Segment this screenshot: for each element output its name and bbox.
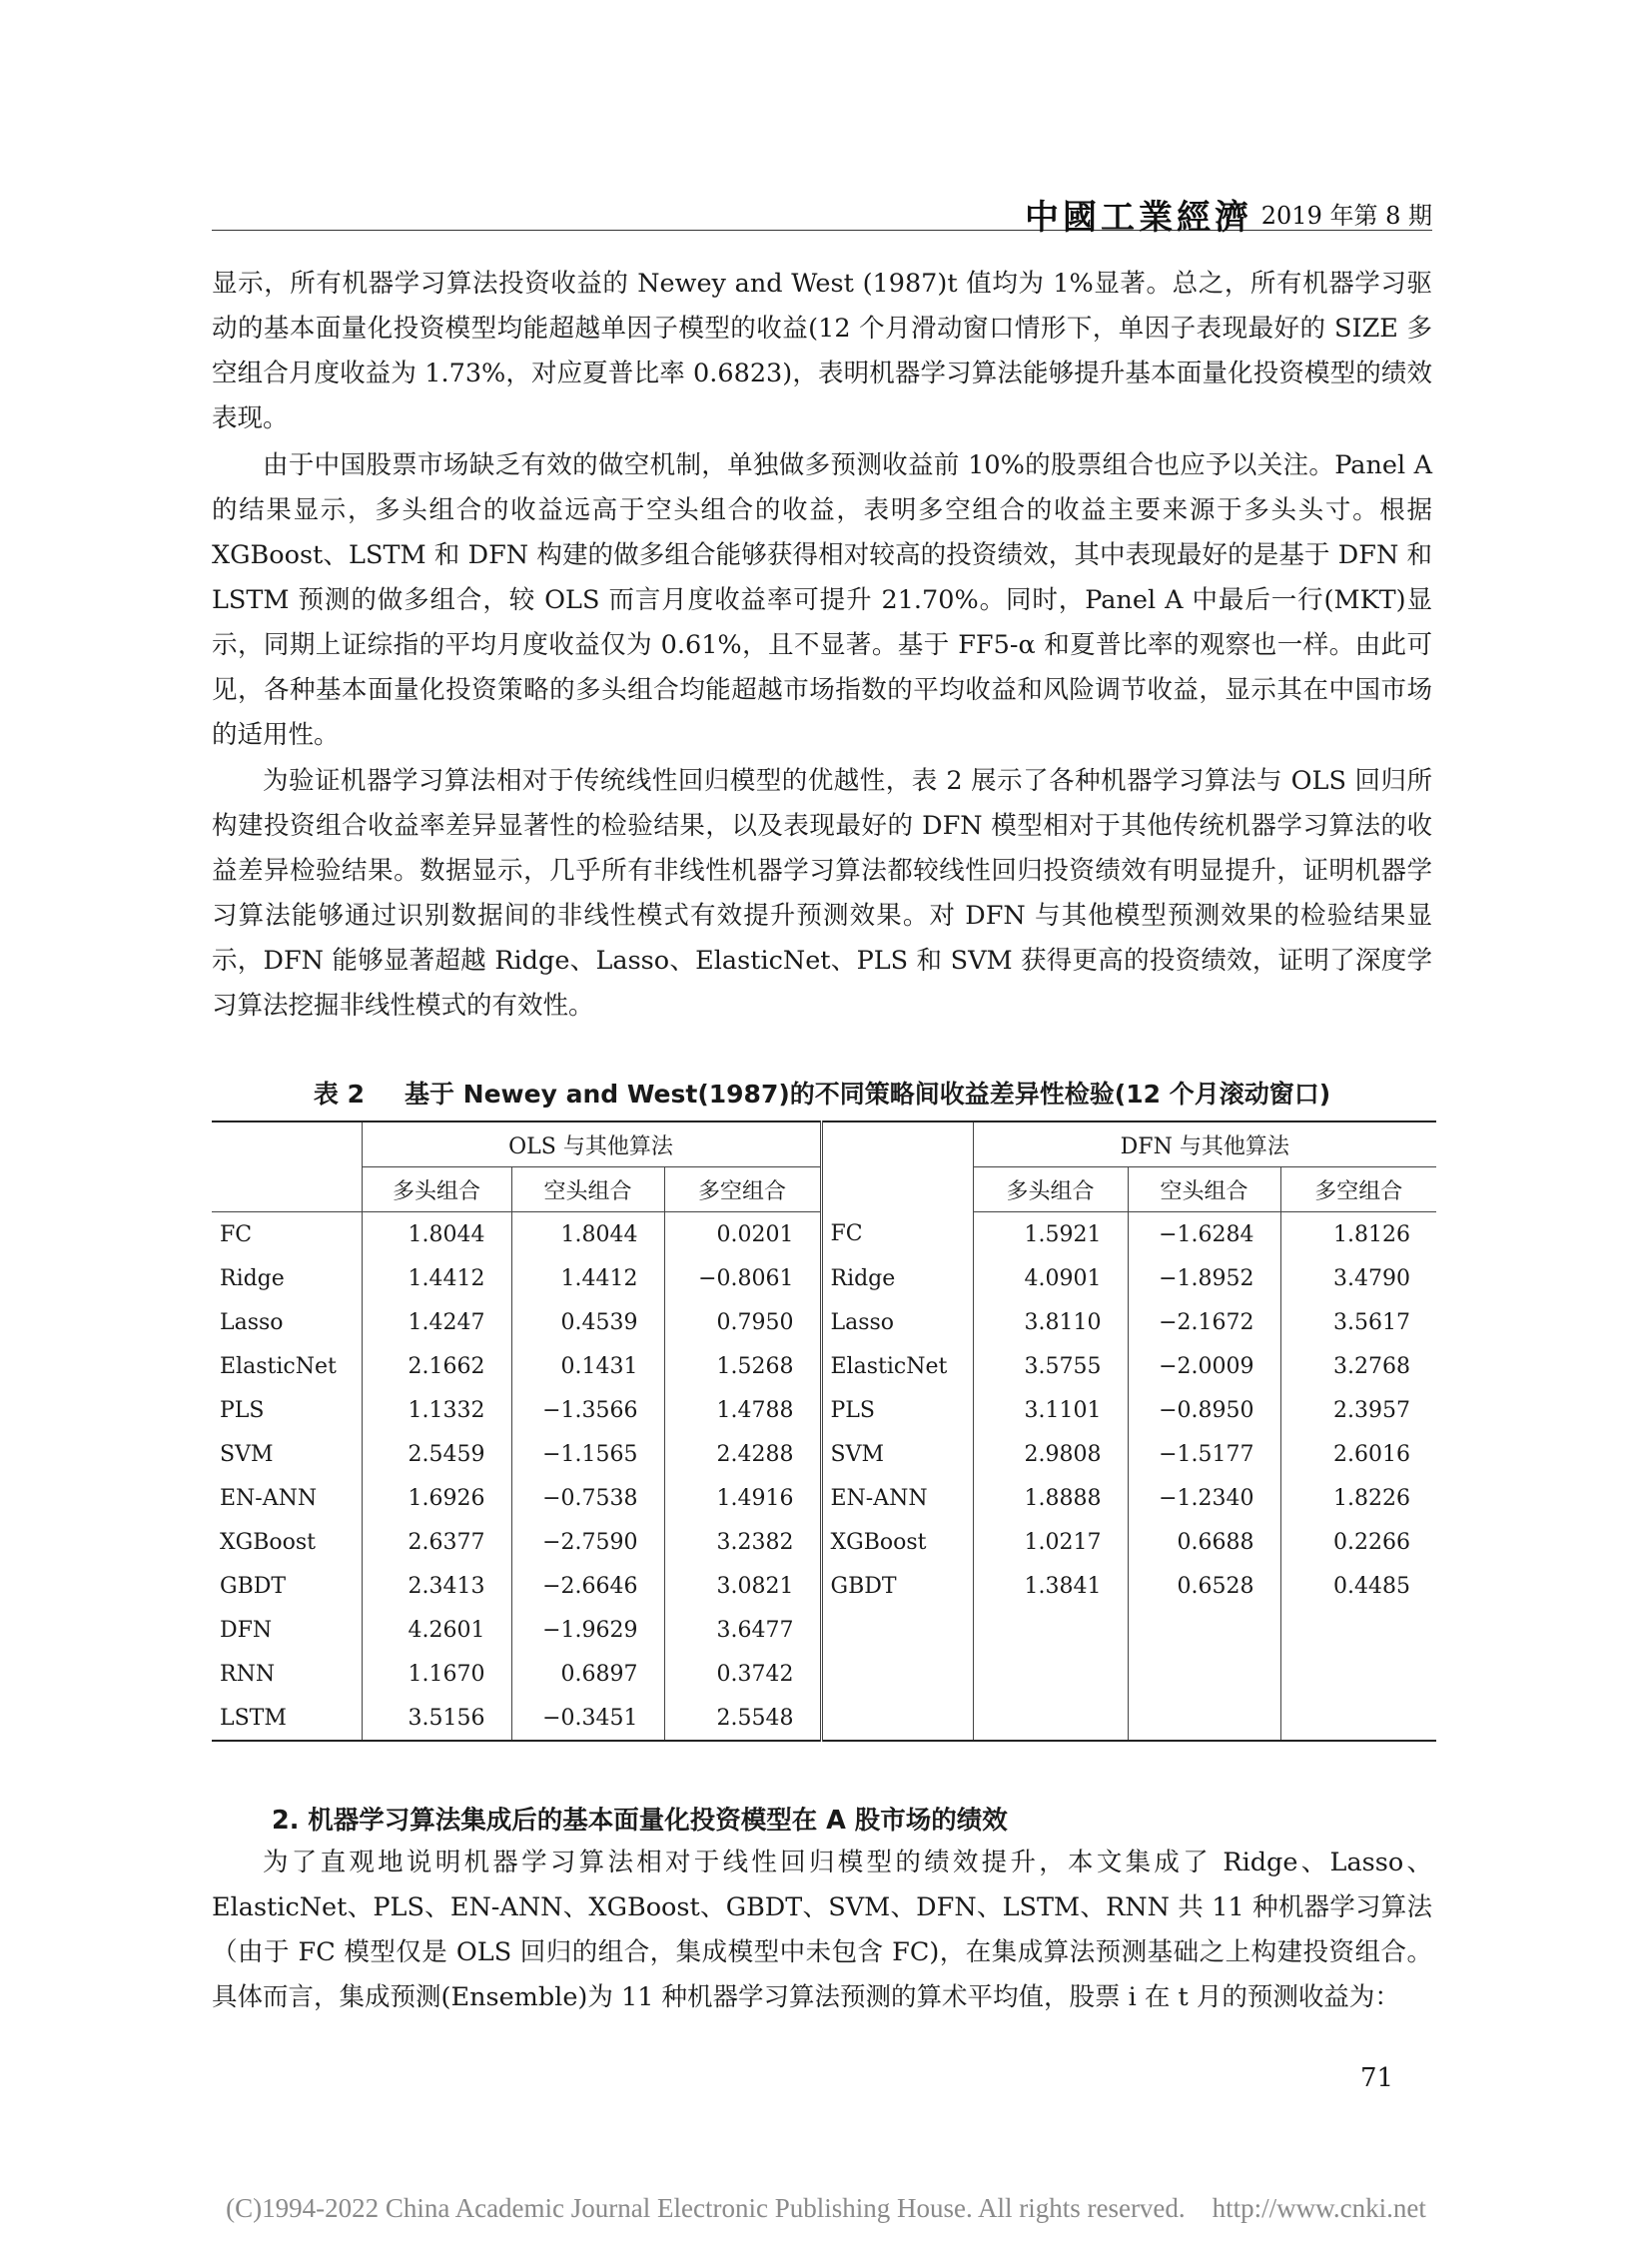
cell-ls-left: 1.5268 bbox=[664, 1344, 821, 1388]
group-header-right: DFN 与其他算法 bbox=[973, 1121, 1436, 1167]
row-label-left: Lasso bbox=[220, 1309, 284, 1335]
cell-long-left: 1.1670 bbox=[362, 1652, 511, 1696]
cell-short-right: 0.6528 bbox=[1128, 1564, 1280, 1608]
cell-ls-left: 0.7950 bbox=[664, 1300, 821, 1344]
cell-ls-left: 3.2382 bbox=[664, 1520, 821, 1564]
table-caption bbox=[212, 1075, 1432, 1111]
cell-ls-left: 3.6477 bbox=[664, 1608, 821, 1652]
cell-long-right: 1.3841 bbox=[973, 1564, 1128, 1608]
cell-short-left: −0.3451 bbox=[511, 1696, 664, 1741]
cell-ls-right: 0.2266 bbox=[1280, 1520, 1436, 1564]
row-label-right bbox=[821, 1608, 973, 1652]
table-row bbox=[212, 1652, 1436, 1696]
row-label-left: DFN bbox=[220, 1617, 273, 1643]
row-label-left: EN-ANN bbox=[220, 1485, 318, 1511]
cell-short-left: 0.6897 bbox=[511, 1652, 664, 1696]
section-title: 2. 机器学习算法集成后的基本面量化投资模型在 A 股市场的绩效 bbox=[272, 1806, 1008, 1836]
cell-long-right bbox=[973, 1608, 1128, 1652]
cell-long-right: 3.5755 bbox=[973, 1344, 1128, 1388]
cell-long-right: 4.0901 bbox=[973, 1256, 1128, 1300]
cell-short-right: −1.2340 bbox=[1128, 1476, 1280, 1520]
table-row bbox=[212, 1696, 1436, 1741]
cell-long-right: 1.5921 bbox=[973, 1212, 1128, 1257]
cell-short-left: −1.9629 bbox=[511, 1608, 664, 1652]
column-header-row bbox=[212, 1167, 1436, 1212]
cell-long-left: 2.1662 bbox=[362, 1344, 511, 1388]
results-table bbox=[212, 1120, 1436, 1742]
row-label-right: PLS bbox=[821, 1388, 973, 1432]
issue-label: 2019 年第 8 期 bbox=[1260, 202, 1432, 230]
cell-long-right bbox=[973, 1696, 1128, 1741]
cell-long-right: 1.0217 bbox=[973, 1520, 1128, 1564]
cell-short-right: −1.8952 bbox=[1128, 1256, 1280, 1300]
row-label-right bbox=[821, 1652, 973, 1696]
cell-long-left: 2.5459 bbox=[362, 1432, 511, 1476]
row-label-left: XGBoost bbox=[220, 1529, 317, 1555]
col-header-ls-right: 多空组合 bbox=[1280, 1167, 1436, 1212]
row-label-left: RNN bbox=[220, 1661, 276, 1687]
col-header-long-right: 多头组合 bbox=[973, 1167, 1128, 1212]
paragraph-3: 为验证机器学习算法相对于传统线性回归模型的优越性，表 2 展示了各种机器学习算法与 OLS 回归所构建投资组合收益率差异显著性的检验结果，以及表现最好的 DFN 模型相对于其他传统机器学习算法的收益差异检验结果。数据显示，几乎所有非线性机器学习算法都较线性回归投资绩效有明显提升，证明机器学习算法能够通过识别数据间的非线性模式有效提升预测效果。对 DFN 与其他模型预测效果的检验结果显示，DFN 能够显著超越 Ridge、Lasso、ElasticNet、PLS 和 SVM 获得更高的投资绩效，证明了深度学习算法挖掘非线性模式的有效性。 bbox=[212, 766, 1432, 1021]
cell-long-left: 4.2601 bbox=[362, 1608, 511, 1652]
row-label-right: GBDT bbox=[821, 1564, 973, 1608]
cell-ls-right: 2.6016 bbox=[1280, 1432, 1436, 1476]
cell-short-right bbox=[1128, 1652, 1280, 1696]
cell-long-right: 2.9808 bbox=[973, 1432, 1128, 1476]
cell-ls-right: 1.8126 bbox=[1280, 1212, 1436, 1257]
group-header-row bbox=[212, 1121, 1436, 1167]
table-caption-title: 基于 Newey and West(1987)的不同策略间收益差异性检验(12 个月滚动窗口) bbox=[404, 1080, 1331, 1109]
cell-ls-right: 0.4485 bbox=[1280, 1564, 1436, 1608]
group-header-left: OLS 与其他算法 bbox=[362, 1121, 821, 1167]
cell-ls-left: 2.4288 bbox=[664, 1432, 821, 1476]
cell-short-left: 0.4539 bbox=[511, 1300, 664, 1344]
cell-ls-left: 0.3742 bbox=[664, 1652, 821, 1696]
row-label-left: GBDT bbox=[220, 1573, 287, 1599]
table-row bbox=[212, 1300, 1436, 1344]
cell-ls-right bbox=[1280, 1608, 1436, 1652]
row-label-left: LSTM bbox=[212, 1696, 362, 1741]
row-label-left: PLS bbox=[220, 1397, 265, 1423]
cell-short-right bbox=[1128, 1696, 1280, 1741]
table-row bbox=[212, 1344, 1436, 1388]
col-header-short-left: 空头组合 bbox=[511, 1167, 664, 1212]
page-number: 71 bbox=[1360, 2063, 1394, 2093]
table-row bbox=[212, 1212, 1436, 1257]
table-row bbox=[212, 1388, 1436, 1432]
cell-long-right: 3.8110 bbox=[973, 1300, 1128, 1344]
cell-short-left: 1.8044 bbox=[511, 1212, 664, 1257]
cell-ls-left: 1.4788 bbox=[664, 1388, 821, 1432]
cell-long-left: 2.3413 bbox=[362, 1564, 511, 1608]
paragraph-2: 由于中国股票市场缺乏有效的做空机制，单独做多预测收益前 10%的股票组合也应予以关注。Panel A 的结果显示，多头组合的收益远高于空头组合的收益，表明多空组合的收益主要来源于多头头寸。根据 XGBoost、LSTM 和 DFN 构建的做多组合能够获得相对较高的投资绩效，其中表现最好的是基于 DFN 和 LSTM 预测的做多组合，较 OLS 而言月度收益率可提升 21.70%。同时，Panel A 中最后一行(MKT)显示，同期上证综指的平均月度收益仅为 0.61%，且不显著。基于 FF5-α 和夏普比率的观察也一样。由此可见，各种基本面量化投资策略的多头组合均能超越市场指数的平均收益和风险调节收益，显示其在中国市场的适用性。 bbox=[212, 450, 1432, 750]
table-row bbox=[212, 1520, 1436, 1564]
cell-short-right bbox=[1128, 1608, 1280, 1652]
row-label-right: Ridge bbox=[821, 1256, 973, 1300]
cell-long-left: 1.6926 bbox=[362, 1476, 511, 1520]
table-row bbox=[212, 1256, 1436, 1300]
cell-long-left: 1.4247 bbox=[362, 1300, 511, 1344]
cell-ls-left: 2.5548 bbox=[664, 1696, 821, 1741]
cell-long-left: 1.4412 bbox=[362, 1256, 511, 1300]
row-label-right: EN-ANN bbox=[821, 1476, 973, 1520]
col-header-short-right: 空头组合 bbox=[1128, 1167, 1280, 1212]
table-row bbox=[212, 1608, 1436, 1652]
row-label-right: XGBoost bbox=[821, 1520, 973, 1564]
row-label-right: Lasso bbox=[821, 1300, 973, 1344]
table-row bbox=[212, 1564, 1436, 1608]
cell-long-left: 1.8044 bbox=[362, 1212, 511, 1257]
cell-ls-right: 3.5617 bbox=[1280, 1300, 1436, 1344]
row-label-left: FC bbox=[220, 1221, 253, 1247]
col-header-long-left: 多头组合 bbox=[362, 1167, 511, 1212]
cell-short-left: −0.7538 bbox=[511, 1476, 664, 1520]
cell-long-right: 1.8888 bbox=[973, 1476, 1128, 1520]
row-label-right: FC bbox=[821, 1212, 973, 1257]
cell-short-right: −0.8950 bbox=[1128, 1388, 1280, 1432]
cell-short-right: −1.5177 bbox=[1128, 1432, 1280, 1476]
copyright-footer: (C)1994-2022 China Academic Journal Electronic Publishing House. All rights reserved. http://www.cnki.net bbox=[226, 2193, 1426, 2223]
cell-short-left: −2.6646 bbox=[511, 1564, 664, 1608]
cell-ls-right: 1.8226 bbox=[1280, 1476, 1436, 1520]
row-label-left: SVM bbox=[220, 1441, 274, 1467]
cell-short-left: −2.7590 bbox=[511, 1520, 664, 1564]
table-caption-label: 表 2 bbox=[313, 1080, 365, 1109]
cell-long-right bbox=[973, 1652, 1128, 1696]
cell-long-right: 3.1101 bbox=[973, 1388, 1128, 1432]
row-label-left: Ridge bbox=[220, 1265, 285, 1291]
cell-short-right: 0.6688 bbox=[1128, 1520, 1280, 1564]
section-paragraph: 为了直观地说明机器学习算法相对于线性回归模型的绩效提升，本文集成了 Ridge、Lasso、ElasticNet、PLS、EN-ANN、XGBoost、GBDT、SVM、DFN、LSTM、RNN 共 11 种机器学习算法（由于 FC 模型仅是 OLS 回归的组合，集成模型中未包含 FC)，在集成算法预测基础之上构建投资组合。具体而言，集成预测(Ensemble)为 11 种机器学习算法预测的算术平均值，股票 i 在 t 月的预测收益为： bbox=[212, 1848, 1432, 2012]
row-label-right: SVM bbox=[821, 1432, 973, 1476]
row-label-left: ElasticNet bbox=[220, 1353, 337, 1379]
cell-ls-right bbox=[1280, 1696, 1436, 1741]
cell-ls-right: 2.3957 bbox=[1280, 1388, 1436, 1432]
table-row bbox=[212, 1476, 1436, 1520]
cell-short-right: −2.1672 bbox=[1128, 1300, 1280, 1344]
cell-ls-right: 3.4790 bbox=[1280, 1256, 1436, 1300]
cell-ls-left: −0.8061 bbox=[664, 1256, 821, 1300]
cell-long-left: 1.1332 bbox=[362, 1388, 511, 1432]
col-header-ls-left: 多空组合 bbox=[664, 1167, 821, 1212]
cell-ls-left: 0.0201 bbox=[664, 1212, 821, 1257]
cell-long-left: 2.6377 bbox=[362, 1520, 511, 1564]
row-label-right bbox=[821, 1696, 973, 1741]
cell-ls-right: 3.2768 bbox=[1280, 1344, 1436, 1388]
row-label-right: ElasticNet bbox=[821, 1344, 973, 1388]
paragraph-1: 显示，所有机器学习算法投资收益的 Newey and West (1987)t 值均为 1%显著。总之，所有机器学习驱动的基本面量化投资模型均能超越单因子模型的收益(12 个月滑动窗口情形下，单因子表现最好的 SIZE 多空组合月度收益为 1.73%，对应夏普比率 0.6823)，表明机器学习算法能够提升基本面量化投资模型的绩效表现。 bbox=[212, 269, 1432, 433]
cell-long-left: 3.5156 bbox=[362, 1696, 511, 1741]
cell-ls-left: 1.4916 bbox=[664, 1476, 821, 1520]
journal-name: 中國工業經濟 bbox=[1025, 198, 1252, 238]
cell-short-left: 1.4412 bbox=[511, 1256, 664, 1300]
page-header bbox=[212, 190, 1432, 238]
cell-short-right: −2.0009 bbox=[1128, 1344, 1280, 1388]
cell-ls-left: 3.0821 bbox=[664, 1564, 821, 1608]
cell-short-left: 0.1431 bbox=[511, 1344, 664, 1388]
table-row bbox=[212, 1432, 1436, 1476]
cell-short-left: −1.3566 bbox=[511, 1388, 664, 1432]
cell-ls-right bbox=[1280, 1652, 1436, 1696]
cell-short-right: −1.6284 bbox=[1128, 1212, 1280, 1257]
cell-short-left: −1.1565 bbox=[511, 1432, 664, 1476]
